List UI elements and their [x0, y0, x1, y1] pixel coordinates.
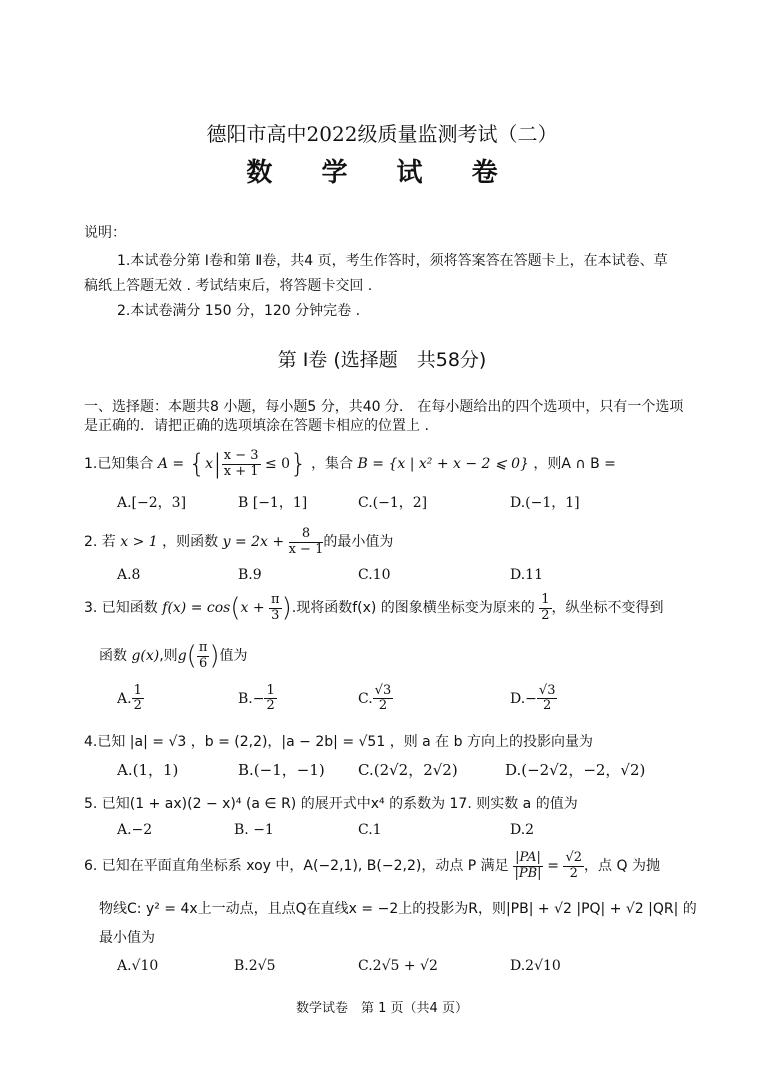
q3-tail: ，纵坐标不变得到: [551, 600, 664, 616]
q3-g: g(x): [131, 648, 160, 664]
q3-a-den: 2: [133, 698, 142, 714]
q3-c-num: √3: [374, 683, 392, 698]
q3-a-fraction: [132, 684, 144, 714]
notes-line-2: 稿纸上答题无效 . 考试结束后，将答题卡交回 .: [84, 278, 373, 294]
question-4-stem: 4.已知 |a| = √3 ，b = (2,2)，|a − 2b| = √51 ，则 a 在 b 方向上的投影向量为: [84, 734, 593, 750]
question-5-stem: 5. 已知(1 + ax)(2 − x)⁴ (a ∈ R) 的展开式中x⁴ 的系数为 17. 则实数 a 的值为: [84, 796, 578, 812]
q3-c-den: 2: [378, 698, 388, 714]
q3-left-paren: (: [230, 593, 241, 623]
q6-option-d: D.2√10: [510, 958, 561, 974]
q3-c-fraction: [373, 684, 394, 714]
q6-tail: ，点 Q 为抛: [584, 858, 660, 874]
q3-b-den: 2: [266, 698, 275, 714]
q3-d-num: √3: [538, 683, 556, 698]
q6-ratio-fraction: [513, 851, 543, 881]
q3-a-num: 1: [133, 683, 142, 698]
q3-b-fraction: [264, 684, 276, 714]
q1-bar: |: [213, 449, 222, 479]
q3-line2-mid: ,则: [159, 648, 178, 664]
q6-option-c: C.2√5 + √2: [358, 958, 438, 974]
q2-fraction: [289, 527, 324, 557]
q3-b-label: B.−: [238, 690, 265, 707]
q3-function: f(x) = cos: [162, 600, 231, 616]
q3-line2-tail: 值为: [219, 648, 248, 664]
q1-option-b: B [−1，1]: [238, 495, 308, 511]
question-3-stem: [84, 588, 664, 628]
q3-line2-prefix: 函数: [99, 648, 127, 664]
q2-frac-den: x − 1: [288, 541, 324, 557]
q3-pi-fraction: [269, 593, 282, 623]
q1-option-d: D.(−1，1]: [510, 495, 580, 511]
q3-pi: π: [271, 592, 280, 608]
q3-c-label: C.: [358, 690, 373, 707]
question-1-stem: [84, 444, 616, 484]
q3-option-a: [117, 684, 144, 714]
q3-g-right-paren: ): [209, 641, 220, 671]
q2-tail: 的最小值为: [323, 534, 394, 550]
q3-b-num: 1: [266, 683, 275, 698]
q2-option-c: C.10: [358, 567, 391, 583]
notes-line-1: 1.本试卷分第 Ⅰ卷和第 Ⅱ卷，共4 页，考生作答时，须将答案答在答题卡上，在本试卷、草: [117, 253, 668, 269]
q6-ratio-num: |PA|: [515, 850, 541, 866]
q3-option-c: [358, 684, 393, 714]
q3-d-fraction: [537, 684, 558, 714]
page-footer: 数学试卷 第 1 页（共4 页）: [296, 1001, 468, 1016]
q1-frac-den: x + 1: [223, 463, 259, 479]
q6-option-b: B.2√5: [234, 958, 276, 974]
q3-pi-six-num: π: [198, 640, 208, 656]
q1-set-a-label: A =: [157, 456, 185, 472]
q4-option-b: B.(−1，−1): [238, 761, 325, 779]
q2-option-d: D.11: [510, 567, 543, 583]
notes-label: 说明：: [84, 225, 126, 241]
q3-d-den: 2: [543, 698, 552, 714]
q5-option-b: B. −1: [234, 822, 274, 838]
q6-equals: =: [547, 858, 560, 874]
q6-option-a: A.√10: [117, 958, 159, 974]
q6-value-fraction: [563, 851, 584, 881]
q1-set-b: B = {x | x² + x − 2 ⩽ 0}: [357, 456, 529, 472]
q4-option-a: A.(1，1): [117, 761, 179, 779]
q3-d-label: D.−: [510, 690, 537, 707]
exam-subject-title: 数 学 试 卷: [246, 158, 518, 188]
q6-value-num: √2: [565, 850, 583, 866]
q3-half-den: 2: [541, 607, 550, 623]
q2-prefix: 2. 若: [84, 534, 116, 550]
q6-prefix: 6. 已知在平面直角坐标系 xoy 中，A(−2,1), B(−2,2)，动点 P 满足: [84, 858, 509, 874]
q5-option-a: A.−2: [117, 822, 153, 838]
q3-right-paren: ): [281, 593, 292, 623]
q1-frac-num: x − 3: [223, 448, 259, 464]
q4-option-d: D.(−2√2，−2，√2): [505, 761, 646, 779]
q3-pi-six-fraction: [197, 641, 210, 671]
question-6-stem: [84, 846, 660, 886]
q1-left-brace: {: [188, 449, 206, 479]
q2-function: y = 2x +: [222, 534, 285, 550]
q1-prefix: 1.已知集合: [84, 456, 154, 472]
q3-six: 6: [198, 655, 208, 671]
q3-three: 3: [271, 607, 280, 623]
q6-value-den: 2: [569, 865, 578, 881]
q1-condition: ≤ 0: [265, 456, 291, 472]
q1-fraction: [222, 449, 261, 479]
q4-option-c: C.(2√2，2√2): [358, 761, 458, 779]
q1-right-brace: }: [290, 449, 307, 479]
question-3-line-2: [99, 636, 248, 676]
q3-mid: .现将函数f(x) 的图象横坐标变为原来的: [291, 600, 535, 616]
question-6-line-2: 物线C: y² = 4x上一动点，且点Q在直线x = −2上的投影为R，则|PB| + √2 |PQ| + √2 |QR| 的: [99, 901, 697, 917]
q3-half-fraction: [539, 593, 551, 623]
q3-a-label: A.: [117, 690, 132, 707]
q1-mid: ，集合: [311, 456, 354, 472]
q3-half-num: 1: [541, 592, 550, 608]
q2-condition: x > 1: [120, 534, 158, 550]
q5-option-d: D.2: [510, 822, 535, 838]
exam-title: 德阳市高中2022级质量监测考试（二）: [206, 122, 558, 146]
q2-mid: ，则函数: [162, 534, 219, 550]
q6-ratio-den: |PB|: [514, 865, 542, 881]
section-instructions-2: 是正确的．请把正确的选项填涂在答题卡相应的位置上 .: [84, 418, 429, 434]
q3-option-b: [238, 684, 277, 714]
q1-option-a: A.[−2，3]: [117, 495, 187, 511]
q1-option-c: C.(−1，2]: [358, 495, 428, 511]
question-2-stem: [84, 522, 393, 562]
q1-tail: ，则A ∩ B =: [533, 456, 616, 472]
q3-g-call: g: [177, 648, 187, 664]
q1-var: x: [205, 456, 214, 472]
q3-prefix: 3. 已知函数: [84, 600, 158, 616]
q3-g-left-paren: (: [186, 641, 197, 671]
section-instructions-1: 一、选择题：本题共8 小题，每小题5 分，共40 分． 在每小题给出的四个选项中，只有一个选项: [84, 399, 684, 415]
q2-option-b: B.9: [238, 567, 262, 583]
q2-frac-num: 8: [289, 527, 324, 542]
q2-option-a: A.8: [117, 567, 141, 583]
q5-option-c: C.1: [358, 822, 382, 838]
q3-option-d: [510, 684, 557, 714]
notes-line-3: 2.本试卷满分 150 分，120 分钟完卷 .: [117, 303, 361, 319]
q3-inner: x +: [240, 600, 265, 616]
question-6-line-3: 最小值为: [99, 930, 155, 946]
section-title: 第 Ⅰ卷 (选择题 共58分): [277, 349, 487, 371]
